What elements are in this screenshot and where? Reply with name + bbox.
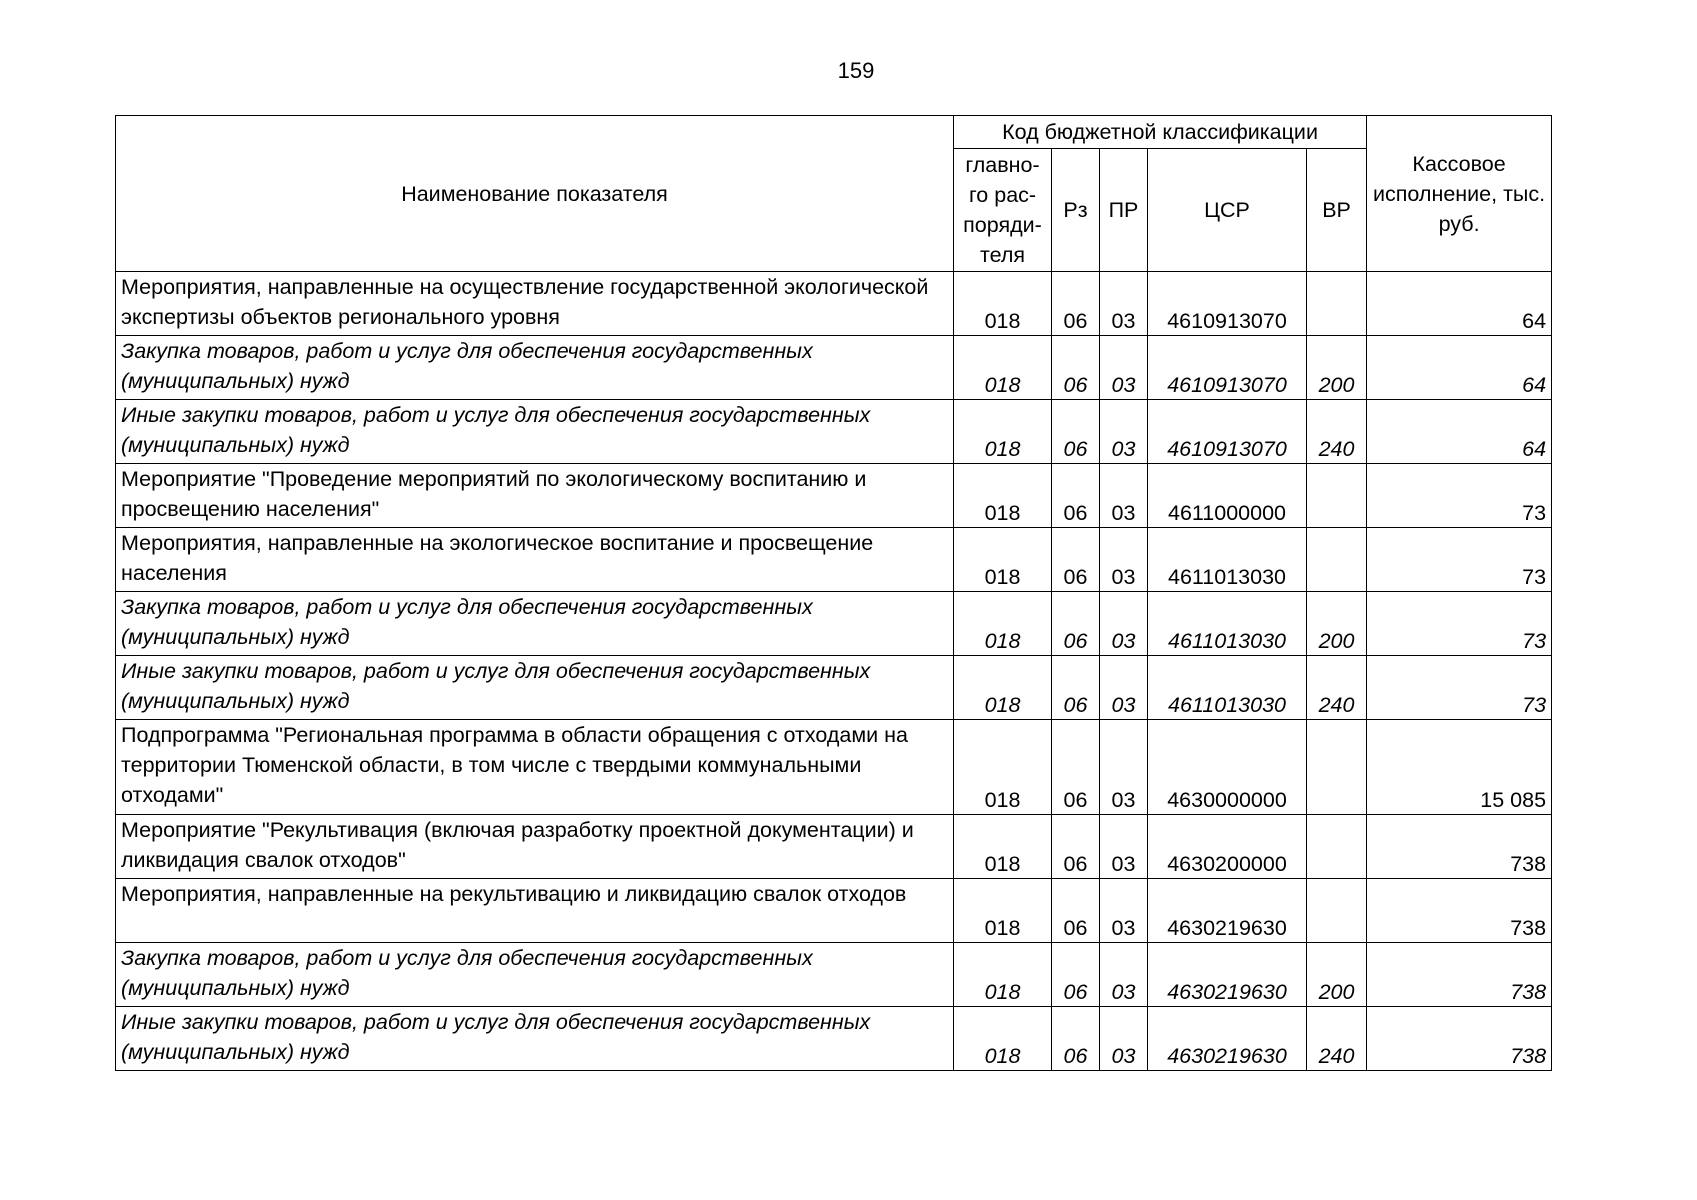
table-row [116, 592, 1552, 656]
table-row [116, 272, 1552, 336]
cell-rz: 06 [1052, 720, 1100, 815]
cell-csr: 4610913070 [1148, 272, 1307, 336]
table-row [116, 720, 1552, 815]
cell-csr: 4630200000 [1148, 815, 1307, 879]
cell-csr: 4611013030 [1148, 592, 1307, 656]
cell-chief-manager: 018 [954, 943, 1052, 1007]
cell-amount: 64 [1367, 336, 1552, 400]
cell-rz: 06 [1052, 592, 1100, 656]
cell-csr: 4610913070 [1148, 336, 1307, 400]
cell-vr: 200 [1307, 592, 1367, 656]
budget-table [115, 115, 1552, 1071]
cell-vr: 240 [1307, 656, 1367, 720]
cell-vr: 200 [1307, 336, 1367, 400]
cell-name: Мероприятие "Рекультивация (включая разработку проектной документации) и ликвидация свалок отходов" [116, 815, 954, 879]
cell-csr: 4630219630 [1148, 1007, 1307, 1071]
cell-chief-manager: 018 [954, 592, 1052, 656]
cell-amount: 15 085 [1367, 720, 1552, 815]
cell-name: Иные закупки товаров, работ и услуг для обеспечения государственных (муниципальных) нужд [116, 656, 954, 720]
cell-amount: 73 [1367, 528, 1552, 592]
cell-chief-manager: 018 [954, 815, 1052, 879]
cell-amount: 738 [1367, 943, 1552, 1007]
cell-pr: 03 [1100, 336, 1148, 400]
cell-chief-manager: 018 [954, 400, 1052, 464]
cell-amount: 64 [1367, 400, 1552, 464]
cell-amount: 738 [1367, 815, 1552, 879]
cell-pr: 03 [1100, 720, 1148, 815]
cell-pr: 03 [1100, 528, 1148, 592]
cell-vr [1307, 720, 1367, 815]
cell-rz: 06 [1052, 943, 1100, 1007]
cell-rz: 06 [1052, 815, 1100, 879]
cell-vr [1307, 464, 1367, 528]
cell-vr [1307, 815, 1367, 879]
table-row [116, 815, 1552, 879]
page-number: 159 [837, 58, 875, 83]
cell-vr [1307, 879, 1367, 943]
cell-vr: 240 [1307, 400, 1367, 464]
cell-csr: 4630000000 [1148, 720, 1307, 815]
cell-amount: 73 [1367, 464, 1552, 528]
cell-vr: 240 [1307, 1007, 1367, 1071]
cell-pr: 03 [1100, 879, 1148, 943]
cell-name: Закупка товаров, работ и услуг для обеспечения государственных (муниципальных) нужд [116, 943, 954, 1007]
cell-csr: 4610913070 [1148, 400, 1307, 464]
cell-rz: 06 [1052, 1007, 1100, 1071]
cell-amount: 73 [1367, 592, 1552, 656]
cell-csr: 4630219630 [1148, 943, 1307, 1007]
cell-amount: 73 [1367, 656, 1552, 720]
cell-chief-manager: 018 [954, 1007, 1052, 1071]
cell-pr: 03 [1100, 400, 1148, 464]
cell-vr [1307, 272, 1367, 336]
cell-pr: 03 [1100, 592, 1148, 656]
cell-name: Иные закупки товаров, работ и услуг для обеспечения государственных (муниципальных) нужд [116, 1007, 954, 1071]
cell-chief-manager: 018 [954, 272, 1052, 336]
table-body [116, 272, 1552, 1071]
table-row [116, 879, 1552, 943]
cell-chief-manager: 018 [954, 720, 1052, 815]
table-row [116, 943, 1552, 1007]
cell-chief-manager: 018 [954, 464, 1052, 528]
table-row [116, 336, 1552, 400]
cell-amount: 64 [1367, 272, 1552, 336]
cell-pr: 03 [1100, 272, 1148, 336]
cell-name: Закупка товаров, работ и услуг для обеспечения государственных (муниципальных) нужд [116, 336, 954, 400]
cell-rz: 06 [1052, 336, 1100, 400]
cell-pr: 03 [1100, 943, 1148, 1007]
cell-name: Мероприятия, направленные на экологическое воспитание и просвещение населения [116, 528, 954, 592]
header-code-group: Код бюджетной классификации [954, 116, 1367, 149]
table-row [116, 1007, 1552, 1071]
cell-amount: 738 [1367, 879, 1552, 943]
cell-name: Мероприятия, направленные на рекультивацию и ликвидацию свалок отходов [116, 879, 954, 943]
cell-name: Мероприятия, направленные на осуществление государственной экологической экспертизы объектов регионального уровня [116, 272, 954, 336]
cell-name: Иные закупки товаров, работ и услуг для обеспечения государственных (муниципальных) нужд [116, 400, 954, 464]
cell-csr: 4611013030 [1148, 528, 1307, 592]
table-header [116, 116, 1552, 272]
cell-name: Подпрограмма "Региональная программа в области обращения с отходами на территории Тюменской области, в том числе с твердыми коммунальными отходами" [116, 720, 954, 815]
cell-vr: 200 [1307, 943, 1367, 1007]
cell-name: Закупка товаров, работ и услуг для обеспечения государственных (муниципальных) нужд [116, 592, 954, 656]
cell-rz: 06 [1052, 528, 1100, 592]
cell-rz: 06 [1052, 656, 1100, 720]
cell-csr: 4611000000 [1148, 464, 1307, 528]
cell-chief-manager: 018 [954, 336, 1052, 400]
cell-vr [1307, 528, 1367, 592]
cell-rz: 06 [1052, 400, 1100, 464]
header-amount: Кассовое исполнение, тыс. руб. [1367, 116, 1552, 272]
cell-pr: 03 [1100, 464, 1148, 528]
table-row [116, 528, 1552, 592]
cell-rz: 06 [1052, 464, 1100, 528]
cell-pr: 03 [1100, 1007, 1148, 1071]
cell-amount: 738 [1367, 1007, 1552, 1071]
header-chief-manager: главно-го рас-поряди-теля [954, 149, 1052, 272]
header-csr: ЦСР [1148, 149, 1307, 272]
table-row [116, 656, 1552, 720]
cell-name: Мероприятие "Проведение мероприятий по экологическому воспитанию и просвещению населения" [116, 464, 954, 528]
header-name: Наименование показателя [116, 116, 954, 272]
cell-csr: 4611013030 [1148, 656, 1307, 720]
cell-pr: 03 [1100, 656, 1148, 720]
header-vr: ВР [1307, 149, 1367, 272]
cell-csr: 4630219630 [1148, 879, 1307, 943]
header-rz: Рз [1052, 149, 1100, 272]
cell-chief-manager: 018 [954, 879, 1052, 943]
cell-rz: 06 [1052, 272, 1100, 336]
table-row [116, 464, 1552, 528]
cell-pr: 03 [1100, 815, 1148, 879]
cell-chief-manager: 018 [954, 656, 1052, 720]
header-pr: ПР [1100, 149, 1148, 272]
table-row [116, 400, 1552, 464]
cell-rz: 06 [1052, 879, 1100, 943]
cell-chief-manager: 018 [954, 528, 1052, 592]
